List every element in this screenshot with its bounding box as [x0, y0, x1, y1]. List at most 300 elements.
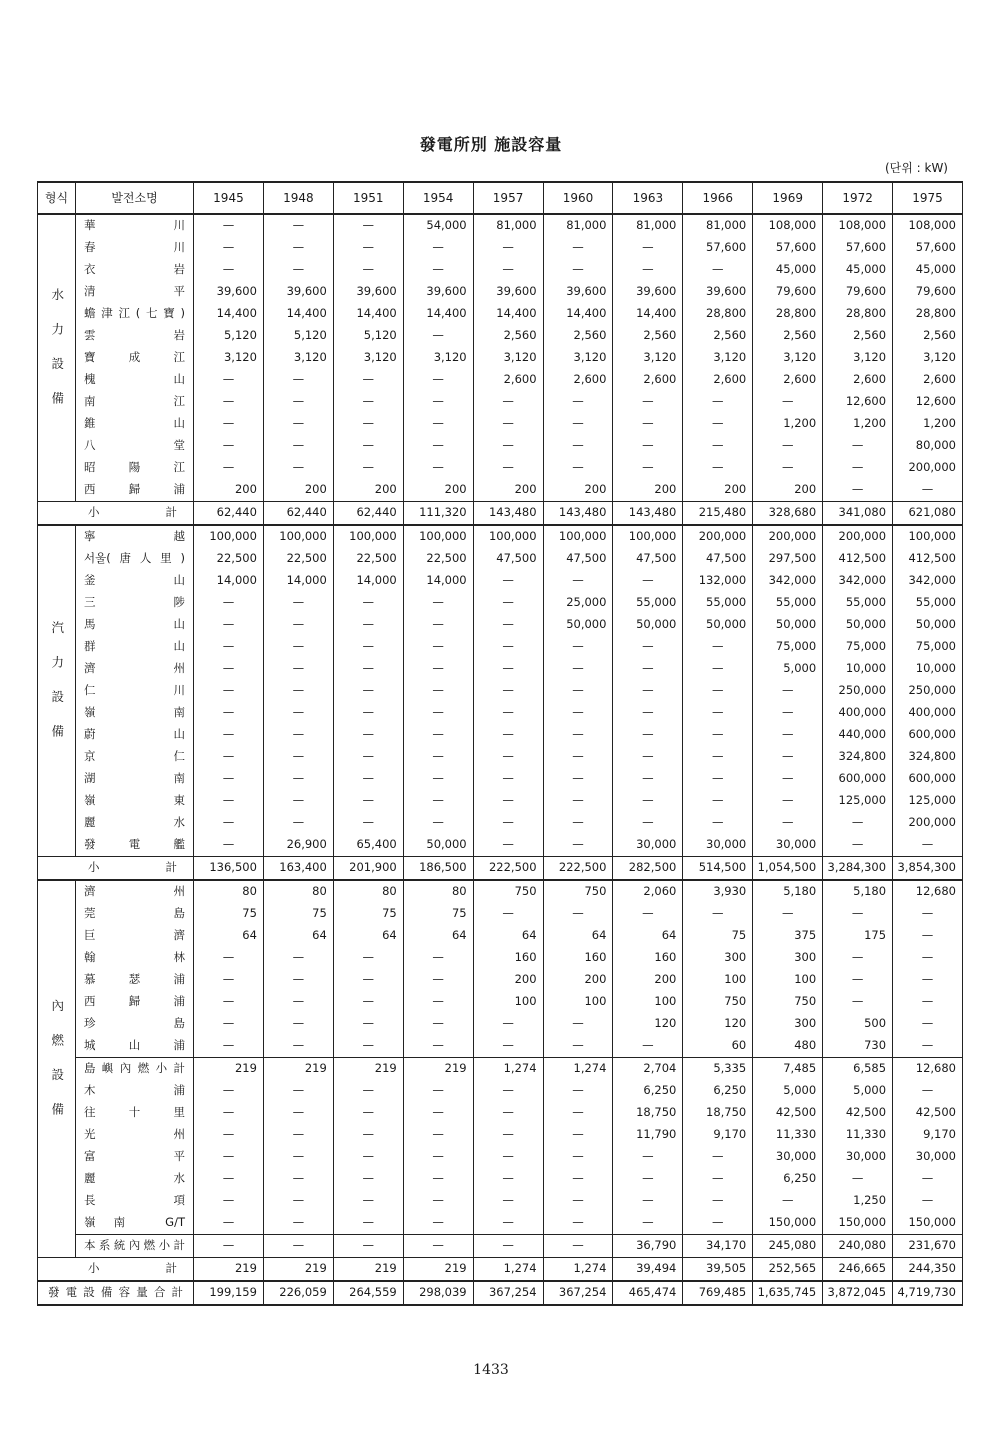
value-cell: —: [263, 1035, 333, 1058]
value-cell: —: [683, 746, 753, 768]
value-cell: 1,274: [543, 1258, 613, 1282]
value-cell: 30,000: [753, 834, 823, 857]
value-cell: 200: [263, 479, 333, 502]
value-cell: 328,680: [753, 502, 823, 526]
value-cell: —: [473, 1080, 543, 1102]
plant-name: 西歸浦: [76, 479, 194, 502]
value-cell: 100: [473, 991, 543, 1013]
value-cell: 201,900: [333, 857, 403, 881]
plant-name: 湖南: [76, 768, 194, 790]
header-plant: 발전소명: [76, 182, 194, 214]
table-row: [38, 1035, 963, 1058]
value-cell: —: [403, 435, 473, 457]
header-year: 1963: [613, 182, 683, 214]
table-row: [38, 790, 963, 812]
plant-name: 莞島: [76, 903, 194, 925]
value-cell: 200: [613, 969, 683, 991]
value-cell: —: [333, 1146, 403, 1168]
value-cell: —: [333, 457, 403, 479]
value-cell: —: [473, 259, 543, 281]
value-cell: —: [613, 1146, 683, 1168]
value-cell: —: [613, 570, 683, 592]
value-cell: 3,120: [613, 347, 683, 369]
plant-name: 慕瑟浦: [76, 969, 194, 991]
value-cell: —: [333, 1035, 403, 1058]
value-cell: 2,600: [683, 369, 753, 391]
plant-name: 長項: [76, 1190, 194, 1212]
value-cell: —: [333, 947, 403, 969]
value-cell: —: [683, 702, 753, 724]
value-cell: 57,600: [753, 237, 823, 259]
value-cell: 28,800: [753, 303, 823, 325]
value-cell: —: [194, 592, 264, 614]
value-cell: 2,560: [473, 325, 543, 347]
value-cell: —: [893, 947, 963, 969]
value-cell: 11,330: [823, 1124, 893, 1146]
value-cell: —: [683, 903, 753, 925]
value-cell: —: [683, 680, 753, 702]
value-cell: —: [403, 1013, 473, 1035]
value-cell: —: [613, 724, 683, 746]
value-cell: 50,000: [403, 834, 473, 857]
value-cell: —: [473, 1146, 543, 1168]
value-cell: —: [543, 1146, 613, 1168]
value-cell: —: [333, 259, 403, 281]
value-cell: —: [473, 1124, 543, 1146]
value-cell: 64: [194, 925, 264, 947]
value-cell: 5,000: [753, 1080, 823, 1102]
value-cell: —: [194, 636, 264, 658]
value-cell: —: [753, 1190, 823, 1212]
value-cell: 108,000: [893, 214, 963, 237]
table-row: [38, 768, 963, 790]
value-cell: —: [263, 1235, 333, 1258]
value-cell: 5,120: [333, 325, 403, 347]
value-cell: 75: [683, 925, 753, 947]
plant-name: 槐山: [76, 369, 194, 391]
value-cell: 769,485: [683, 1281, 753, 1305]
value-cell: —: [753, 680, 823, 702]
value-cell: —: [683, 259, 753, 281]
value-cell: —: [403, 1146, 473, 1168]
value-cell: 6,585: [823, 1058, 893, 1081]
value-cell: 9,170: [683, 1124, 753, 1146]
value-cell: 100,000: [473, 525, 543, 548]
value-cell: —: [753, 768, 823, 790]
value-cell: 11,790: [613, 1124, 683, 1146]
table-row: [38, 1168, 963, 1190]
value-cell: —: [194, 369, 264, 391]
table-row: [38, 281, 963, 303]
value-cell: —: [823, 947, 893, 969]
value-cell: —: [473, 592, 543, 614]
value-cell: 136,500: [194, 857, 264, 881]
value-cell: 42,500: [823, 1102, 893, 1124]
value-cell: —: [543, 903, 613, 925]
value-cell: 1,635,745: [753, 1281, 823, 1305]
value-cell: 57,600: [823, 237, 893, 259]
value-cell: 79,600: [893, 281, 963, 303]
value-cell: —: [543, 1102, 613, 1124]
value-cell: 28,800: [823, 303, 893, 325]
value-cell: 10,000: [823, 658, 893, 680]
value-cell: 200,000: [823, 525, 893, 548]
value-cell: —: [333, 1124, 403, 1146]
value-cell: 1,274: [473, 1058, 543, 1081]
value-cell: —: [263, 746, 333, 768]
value-cell: —: [194, 391, 264, 413]
value-cell: —: [543, 1168, 613, 1190]
value-cell: 3,930: [683, 880, 753, 903]
table-row: [38, 702, 963, 724]
value-cell: 62,440: [194, 502, 264, 526]
value-cell: 514,500: [683, 857, 753, 881]
value-cell: —: [403, 1080, 473, 1102]
value-cell: —: [403, 636, 473, 658]
value-cell: 342,000: [893, 570, 963, 592]
plant-name: 濟州: [76, 880, 194, 903]
value-cell: 240,080: [823, 1235, 893, 1258]
value-cell: —: [194, 724, 264, 746]
value-cell: 39,600: [613, 281, 683, 303]
value-cell: 60: [683, 1035, 753, 1058]
value-cell: —: [263, 369, 333, 391]
value-cell: 75: [263, 903, 333, 925]
value-cell: 5,335: [683, 1058, 753, 1081]
plant-name: 城山浦: [76, 1035, 194, 1058]
value-cell: 28,800: [893, 303, 963, 325]
value-cell: 120: [683, 1013, 753, 1035]
value-cell: —: [194, 1080, 264, 1102]
value-cell: 3,120: [823, 347, 893, 369]
value-cell: 100,000: [613, 525, 683, 548]
value-cell: 5,120: [194, 325, 264, 347]
value-cell: —: [753, 435, 823, 457]
value-cell: 200: [613, 479, 683, 502]
value-cell: —: [333, 768, 403, 790]
plant-name: 富平: [76, 1146, 194, 1168]
value-cell: 367,254: [473, 1281, 543, 1305]
value-cell: —: [263, 1212, 333, 1235]
plant-name: 京仁: [76, 746, 194, 768]
subtotal-row: [38, 857, 963, 881]
value-cell: 30,000: [823, 1146, 893, 1168]
value-cell: —: [333, 790, 403, 812]
plant-name: 錐山: [76, 413, 194, 435]
value-cell: —: [823, 812, 893, 834]
capacity-table: [37, 181, 963, 1306]
value-cell: 47,500: [683, 548, 753, 570]
value-cell: —: [333, 391, 403, 413]
value-cell: 219: [263, 1258, 333, 1282]
value-cell: 3,120: [893, 347, 963, 369]
value-cell: 2,560: [753, 325, 823, 347]
value-cell: —: [263, 658, 333, 680]
value-cell: 3,120: [333, 347, 403, 369]
value-cell: —: [683, 435, 753, 457]
value-cell: —: [753, 746, 823, 768]
value-cell: 132,000: [683, 570, 753, 592]
value-cell: 100: [753, 969, 823, 991]
value-cell: 367,254: [543, 1281, 613, 1305]
value-cell: —: [333, 1190, 403, 1212]
value-cell: —: [613, 1212, 683, 1235]
value-cell: 200: [194, 479, 264, 502]
value-cell: —: [333, 658, 403, 680]
value-cell: —: [683, 391, 753, 413]
value-cell: —: [263, 1080, 333, 1102]
value-cell: 12,680: [893, 880, 963, 903]
value-cell: 30,000: [683, 834, 753, 857]
value-cell: —: [403, 680, 473, 702]
value-cell: —: [403, 790, 473, 812]
value-cell: —: [683, 1168, 753, 1190]
plant-name: 木浦: [76, 1080, 194, 1102]
value-cell: —: [613, 790, 683, 812]
table-row: [38, 214, 963, 237]
value-cell: 342,000: [823, 570, 893, 592]
value-cell: —: [333, 1168, 403, 1190]
value-cell: —: [263, 237, 333, 259]
value-cell: 65,400: [333, 834, 403, 857]
grand-total-row: [38, 1281, 963, 1305]
value-cell: 3,854,300: [893, 857, 963, 881]
value-cell: 5,000: [823, 1080, 893, 1102]
value-cell: 22,500: [263, 548, 333, 570]
value-cell: 47,500: [473, 548, 543, 570]
table-row: [38, 435, 963, 457]
value-cell: 412,500: [893, 548, 963, 570]
value-cell: 226,059: [263, 1281, 333, 1305]
value-cell: —: [543, 746, 613, 768]
value-cell: —: [263, 724, 333, 746]
value-cell: —: [194, 214, 264, 237]
value-cell: 81,000: [543, 214, 613, 237]
value-cell: —: [473, 746, 543, 768]
value-cell: —: [893, 1080, 963, 1102]
header-year: 1948: [263, 182, 333, 214]
value-cell: —: [823, 479, 893, 502]
value-cell: 3,120: [473, 347, 543, 369]
value-cell: —: [263, 1190, 333, 1212]
plant-name: 서울(唐人里): [76, 548, 194, 570]
value-cell: —: [263, 214, 333, 237]
table-row: [38, 969, 963, 991]
value-cell: 200: [333, 479, 403, 502]
value-cell: 47,500: [613, 548, 683, 570]
value-cell: 342,000: [753, 570, 823, 592]
value-cell: —: [613, 391, 683, 413]
header-year: 1951: [333, 182, 403, 214]
value-cell: —: [194, 834, 264, 857]
value-cell: 297,500: [753, 548, 823, 570]
value-cell: —: [823, 903, 893, 925]
value-cell: —: [473, 614, 543, 636]
value-cell: 3,120: [194, 347, 264, 369]
value-cell: —: [194, 1013, 264, 1035]
value-cell: 75: [333, 903, 403, 925]
table-row: [38, 369, 963, 391]
value-cell: 1,200: [893, 413, 963, 435]
value-cell: 244,350: [893, 1258, 963, 1282]
subtotal-label: 小計: [38, 502, 194, 526]
value-cell: 2,060: [613, 880, 683, 903]
value-cell: —: [403, 702, 473, 724]
value-cell: 2,600: [473, 369, 543, 391]
value-cell: —: [543, 1124, 613, 1146]
value-cell: —: [194, 746, 264, 768]
value-cell: 400,000: [893, 702, 963, 724]
table-row: [38, 614, 963, 636]
value-cell: —: [823, 834, 893, 857]
value-cell: —: [403, 413, 473, 435]
value-cell: —: [333, 237, 403, 259]
value-cell: 341,080: [823, 502, 893, 526]
value-cell: 28,800: [683, 303, 753, 325]
value-cell: —: [403, 1235, 473, 1258]
value-cell: —: [194, 413, 264, 435]
plant-name: 嶺東: [76, 790, 194, 812]
value-cell: 2,560: [543, 325, 613, 347]
plant-name: 往十里: [76, 1102, 194, 1124]
plant-name: 寧越: [76, 525, 194, 548]
value-cell: 14,400: [194, 303, 264, 325]
value-cell: —: [473, 768, 543, 790]
plant-name: 衣岩: [76, 259, 194, 281]
value-cell: 42,500: [893, 1102, 963, 1124]
value-cell: 440,000: [823, 724, 893, 746]
value-cell: 81,000: [613, 214, 683, 237]
value-cell: 2,600: [893, 369, 963, 391]
value-cell: 64: [333, 925, 403, 947]
value-cell: —: [823, 457, 893, 479]
value-cell: —: [543, 1035, 613, 1058]
value-cell: 3,120: [543, 347, 613, 369]
value-cell: 108,000: [823, 214, 893, 237]
value-cell: —: [683, 636, 753, 658]
value-cell: —: [263, 1146, 333, 1168]
page-number: 1433: [473, 1362, 509, 1378]
plant-name: 馬山: [76, 614, 194, 636]
value-cell: 39,505: [683, 1258, 753, 1282]
value-cell: 26,900: [263, 834, 333, 857]
value-cell: 80,000: [893, 435, 963, 457]
value-cell: —: [683, 1146, 753, 1168]
value-cell: —: [333, 592, 403, 614]
value-cell: —: [333, 435, 403, 457]
value-cell: 64: [543, 925, 613, 947]
value-cell: —: [543, 768, 613, 790]
value-cell: —: [403, 325, 473, 347]
value-cell: 200: [683, 479, 753, 502]
value-cell: —: [683, 457, 753, 479]
value-cell: —: [333, 746, 403, 768]
value-cell: —: [403, 1102, 473, 1124]
value-cell: 1,200: [823, 413, 893, 435]
value-cell: 600,000: [893, 768, 963, 790]
value-cell: —: [473, 1212, 543, 1235]
value-cell: —: [473, 1235, 543, 1258]
table-row: [38, 525, 963, 548]
value-cell: —: [263, 991, 333, 1013]
value-cell: 199,159: [194, 1281, 264, 1305]
value-cell: 39,600: [473, 281, 543, 303]
value-cell: 750: [753, 991, 823, 1013]
value-cell: 219: [194, 1258, 264, 1282]
table-row: [38, 1124, 963, 1146]
value-cell: —: [403, 259, 473, 281]
value-cell: 5,180: [753, 880, 823, 903]
value-cell: 12,600: [823, 391, 893, 413]
value-cell: —: [683, 658, 753, 680]
category-label: 內燃設備: [49, 998, 65, 1137]
value-cell: —: [543, 237, 613, 259]
plant-name: 昭陽江: [76, 457, 194, 479]
plant-name: 仁川: [76, 680, 194, 702]
plant-name: 島嶼內燃小計: [76, 1058, 194, 1081]
table-row: [38, 1212, 963, 1235]
value-cell: —: [613, 457, 683, 479]
value-cell: 298,039: [403, 1281, 473, 1305]
value-cell: 231,670: [893, 1235, 963, 1258]
value-cell: 30,000: [613, 834, 683, 857]
value-cell: —: [893, 479, 963, 502]
plant-name: 珍島: [76, 1013, 194, 1035]
value-cell: —: [194, 237, 264, 259]
value-cell: 100,000: [893, 525, 963, 548]
value-cell: 62,440: [263, 502, 333, 526]
value-cell: —: [543, 570, 613, 592]
value-cell: —: [683, 790, 753, 812]
value-cell: 39,600: [333, 281, 403, 303]
value-cell: 45,000: [893, 259, 963, 281]
value-cell: 79,600: [823, 281, 893, 303]
value-cell: —: [613, 702, 683, 724]
value-cell: —: [403, 457, 473, 479]
value-cell: —: [613, 812, 683, 834]
value-cell: 282,500: [613, 857, 683, 881]
value-cell: —: [893, 1190, 963, 1212]
value-cell: —: [473, 413, 543, 435]
value-cell: 200: [753, 479, 823, 502]
header-type: 형식: [38, 182, 76, 214]
value-cell: —: [683, 1212, 753, 1235]
plant-name: 華川: [76, 214, 194, 237]
value-cell: 5,180: [823, 880, 893, 903]
value-cell: —: [333, 614, 403, 636]
table-row: [38, 658, 963, 680]
value-cell: 50,000: [543, 614, 613, 636]
plant-name: 西歸浦: [76, 991, 194, 1013]
table-row: [38, 812, 963, 834]
value-cell: —: [893, 903, 963, 925]
value-cell: 50,000: [823, 614, 893, 636]
value-cell: 108,000: [753, 214, 823, 237]
value-cell: 14,400: [263, 303, 333, 325]
table-row: [38, 834, 963, 857]
value-cell: 64: [403, 925, 473, 947]
value-cell: 25,000: [543, 592, 613, 614]
value-cell: —: [263, 969, 333, 991]
value-cell: —: [753, 702, 823, 724]
value-cell: —: [473, 457, 543, 479]
value-cell: 47,500: [543, 548, 613, 570]
value-cell: —: [893, 834, 963, 857]
value-cell: —: [194, 768, 264, 790]
value-cell: —: [263, 790, 333, 812]
value-cell: 55,000: [893, 592, 963, 614]
value-cell: —: [543, 702, 613, 724]
